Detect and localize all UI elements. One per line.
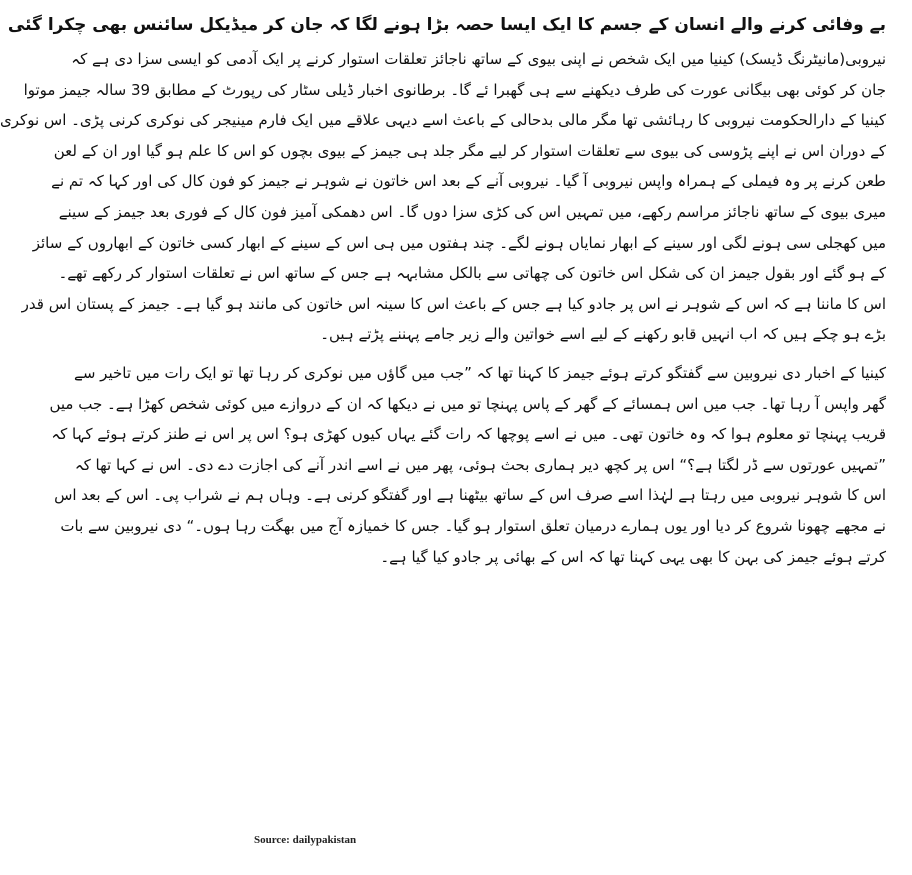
paragraph-line: کینیا کے اخبار دی نیروبین سے گفتگو کرتے ہوئے جیمز کا کہنا تھا کہ ”جب میں گاؤں میں نوکری کر رہا تھا تو ایک رات میں تاخیر سے [74, 363, 886, 382]
source-credit: Source: dailypakistan [254, 834, 357, 846]
paragraph-line: کرتے ہوئے جیمز کی بہن کا بھی یہی کہنا تھا کہ اس کے بھائی پر جادو کیا گیا ہے۔ [380, 547, 886, 566]
article-paragraph-2 [49, 358, 886, 572]
paragraph-line: نے مجھے چھونا شروع کر دیا اور یوں ہمارے درمیان تعلق استوار ہو گیا۔ جس کا خمیازہ آج میں بھگت رہا ہوں۔“ دی نیروبین سے بات [60, 516, 886, 535]
paragraph-line: قریب پہنچا تو معلوم ہوا کہ وہ خاتون تھی۔ میں نے اسے پوچھا کہ رات گئے یہاں کیوں کھڑی ہو؟ اس پر اس نے طنز کرتے ہوئے کہا کہ [51, 425, 886, 444]
paragraph-line: کے دوران اس نے اپنے پڑوسی کی بیوی سے تعلقات استوار کر لیے مگر جلد ہی جیمز کے بیوی بچوں کو اس کا علم ہو گیا اور ان کے لعن [53, 141, 886, 160]
paragraph-line: کے ہو گئے اور بقول جیمز ان کی شکل اس خاتون کی چھاتی سے بالکل مشابہہ ہے جس کے ساتھ اس نے تعلقات استوار کر رکھے تھے۔ [58, 264, 886, 283]
paragraph-line: گھر واپس آ رہا تھا۔ جب میں اس ہمسائے کے گھر کے پاس پہنچا تو میں نے دیکھا کہ ان کے دروازے میں کوئی شخص کھڑا ہے۔ جب میں [49, 394, 886, 413]
paragraph-line: کینیا کے دارالحکومت نیروبی کا رہائشی تھا مگر مالی بدحالی کے باعث اسے دیہی علاقے میں ایک فارم مینیجر کی نوکری کرنی پڑی۔ اس نوکری [0, 111, 886, 130]
paragraph-line: میری بیوی کے ساتھ ناجائز مراسم رکھے، میں تمہیں اس کی کڑی سزا دوں گا۔ اس دھمکی آمیز فون کال کے فوری بعد جیمز کے سینے [58, 202, 886, 221]
paragraph-line: میں کھجلی سی ہونے لگی اور سینے کے ابھار نمایاں ہونے لگے۔ چند ہفتوں میں ہی اس کے سینے کے ابھار کسی خاتون کے ابھاروں کے سائز [32, 233, 886, 252]
paragraph-line: طعن کرنے پر وہ فیملی کے ہمراہ واپس نیروبی آ گیا۔ نیروبی آنے کے بعد اس خاتون نے شوہر نے جیمز کو فون کال کی اور کہا کہ تم نے [51, 172, 886, 191]
paragraph-line: جان کر کوئی بھی بیگانی عورت کی طرف دیکھنے سے ہی گھبرا ئے گا۔ برطانوی اخبار ڈیلی سٹار کی رپورٹ کے مطابق 39 سالہ جیمز موتوا [23, 80, 886, 99]
paragraph-line: بڑے ہو چکے ہیں کہ اب انہیں قابو رکھنے کے لیے اسے خواتین والے زیر جامے پہننے پڑتے ہیں۔ [320, 325, 886, 344]
paragraph-line: اس کا ماننا ہے کہ اس کے شوہر نے اس پر جادو کیا ہے جس کے باعث اس کا سینہ اس خاتون کی مانند ہو گیا ہے۔ جیمز کے پستان اس قدر [21, 294, 886, 313]
paragraph-line: اس کا شوہر نیروبی میں رہتا ہے لہٰذا اسے صرف اس کے ساتھ بیٹھنا ہے اور گفتگو کرنی ہے۔ وہاں ہم نے شراب پی۔ اس کے بعد اس [54, 486, 886, 505]
paragraph-line: ”تمہیں عورتوں سے ڈر لگتا ہے؟“ اس پر کچھ دیر ہماری بحث ہوئی، پھر میں نے اسے اندر آنے کی اجازت دے دی۔ اس نے کہا تھا کہ [74, 455, 886, 474]
paragraph-line: نیروبی(مانیٹرنگ ڈیسک) کینیا میں ایک شخص نے اپنی بیوی کے ساتھ ناجائز تعلقات استوار کرنے پر ایک آدمی کو ایسی سزا دی ہے کہ [71, 50, 886, 68]
article-paragraph-1 [0, 44, 886, 350]
article-headline: بے وفائی کرنے والے انسان کے جسم کا ایک ایسا حصہ بڑا ہونے لگا کہ جان کر میڈیکل سائنس بھی چکرا گئی [7, 15, 886, 35]
